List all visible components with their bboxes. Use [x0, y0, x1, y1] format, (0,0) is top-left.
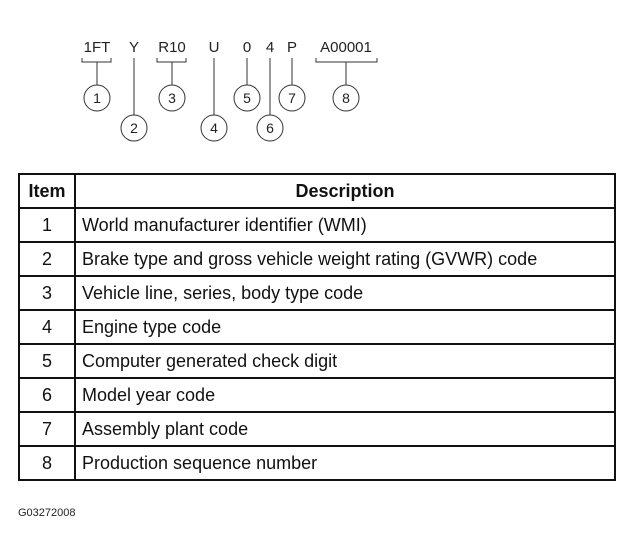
item-number: 1	[19, 208, 75, 242]
table-row	[19, 412, 615, 446]
item-description: Vehicle line, series, body type code	[75, 276, 615, 310]
item-number: 3	[19, 276, 75, 310]
table-row	[19, 242, 615, 276]
segment-bracket	[316, 58, 377, 62]
item-number: 8	[19, 446, 75, 480]
vin-segment: 1FT	[83, 39, 111, 56]
figure-code: G03272008	[18, 507, 76, 519]
table-header-row	[19, 174, 615, 208]
vin-segment: R10	[158, 39, 186, 56]
item-description: Production sequence number	[75, 446, 615, 480]
table-row	[19, 446, 615, 480]
callout-marker	[84, 85, 110, 111]
vin-segment: U	[208, 39, 220, 56]
vin-segment: Y	[128, 39, 140, 56]
item-description: Brake type and gross vehicle weight rating (GVWR) code	[75, 242, 615, 276]
vin-segment: A00001	[320, 39, 372, 56]
callout-number: 3	[168, 90, 176, 106]
callout-marker	[234, 85, 260, 111]
segment-bracket	[82, 58, 111, 62]
vin-callout-diagram	[0, 0, 636, 160]
table-row	[19, 276, 615, 310]
callout-number: 1	[93, 90, 101, 106]
vin-segments	[84, 39, 372, 56]
table-row	[19, 378, 615, 412]
vin-segment: 0	[242, 39, 252, 56]
callout-marker	[257, 115, 283, 141]
callout-marker	[279, 85, 305, 111]
item-description: Engine type code	[75, 310, 615, 344]
vin-description-table	[18, 173, 616, 481]
description-column-header: Description	[75, 174, 615, 208]
callout-number: 5	[243, 90, 251, 106]
item-description: Model year code	[75, 378, 615, 412]
table-row	[19, 310, 615, 344]
item-description: Computer generated check digit	[75, 344, 615, 378]
item-number: 7	[19, 412, 75, 446]
callout-number: 7	[288, 90, 296, 106]
table-row	[19, 344, 615, 378]
table-row	[19, 208, 615, 242]
item-column-header: Item	[19, 174, 75, 208]
callout-marker	[159, 85, 185, 111]
vin-segment: P	[286, 39, 298, 56]
callout-marker	[121, 115, 147, 141]
item-description: Assembly plant code	[75, 412, 615, 446]
item-number: 6	[19, 378, 75, 412]
callout-marker	[201, 115, 227, 141]
callout-marker	[333, 85, 359, 111]
segment-bracket	[157, 58, 186, 62]
callout-number: 4	[210, 120, 218, 136]
item-description: World manufacturer identifier (WMI)	[75, 208, 615, 242]
vin-segment: 4	[265, 39, 275, 56]
callout-number: 2	[130, 120, 138, 136]
item-number: 2	[19, 242, 75, 276]
item-number: 4	[19, 310, 75, 344]
callout-markers	[84, 85, 359, 141]
item-number: 5	[19, 344, 75, 378]
callout-number: 8	[342, 90, 350, 106]
callout-number: 6	[266, 120, 274, 136]
callout-leaders	[82, 58, 377, 115]
